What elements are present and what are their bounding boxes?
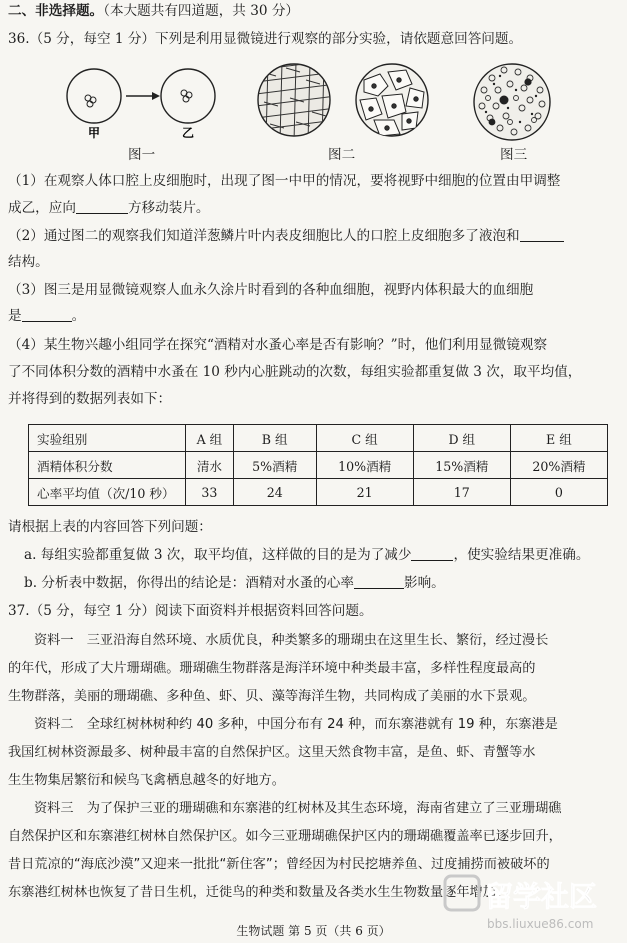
- q36-p1b-pre: 成乙，应向: [8, 200, 76, 216]
- q36-p3b-pre: 是: [8, 308, 22, 324]
- q37-r1b: 的年代，形成了大片珊瑚礁。珊瑚礁生物群落是海洋环境中种类最丰富，多样性程度最高的: [8, 661, 536, 676]
- q36-header: 36.（5 分，每空 1 分）下列是利用显微镜进行观察的部分实验，请依题意回答问题。: [8, 31, 523, 47]
- q36-qb: [24, 574, 619, 592]
- q37-r3a: 资料三 为了保护三亚的珊瑚礁和东寨港的红树林及其生态环境，海南省建立了三亚珊瑚礁: [34, 801, 562, 816]
- fig3-blood-field: [474, 64, 550, 140]
- q37-r1c: 生物群落，美丽的珊瑚礁、多种鱼、虾、贝、藻等海洋生物，共同构成了美丽的水下景观。: [8, 689, 536, 704]
- page-footer: 生物试题 第 5 页（共 6 页）: [236, 924, 391, 938]
- q37-r3c: 昔日荒凉的“海底沙漠”又迎来一批批“新住客”；曾经因为村民挖塘养鱼、过度捕捞而被破坏的: [8, 857, 550, 872]
- table-header-cell: D 组: [413, 425, 510, 452]
- fig1-field-b: [161, 69, 215, 123]
- table-header-cell: B 组: [233, 425, 316, 452]
- table-cell: 33: [186, 479, 234, 506]
- fig1-label-a: 甲: [88, 126, 101, 140]
- q37-r2c: 生生物集居繁衍和候鸟飞禽栖息越冬的好地方。: [8, 773, 285, 788]
- table-cell: 21: [316, 479, 413, 506]
- data-table: [28, 424, 608, 506]
- table-header-cell: C 组: [316, 425, 413, 452]
- q37-r3b: 自然保护区和东寨港红树林自然保护区。如今三亚珊瑚礁保护区内的珊瑚礁覆盖率已逐步回升，: [8, 829, 562, 844]
- table-cell: 24: [233, 479, 316, 506]
- answer-blank-2[interactable]: [520, 227, 564, 242]
- q37-r2b: 我国红树林资源最多、树种最丰富的自然保护区。这里天然食物丰富，是鱼、虾、青蟹等水: [8, 745, 536, 760]
- watermark-brand: 留学社区: [485, 880, 598, 913]
- q36-p4b: 了不同体积分数的酒精中水蚤在 10 秒内心脏跳动的次数，每组实验都重复做 3 次，取平均值，: [8, 364, 582, 380]
- q36-p2a-text: （2）通过图二的观察我们知道洋葱鳞片叶内表皮细胞比人的口腔上皮细胞多了液泡和: [8, 228, 520, 244]
- table-cell: 15%酒精: [413, 452, 510, 479]
- q36-qb-post: 影响。: [404, 575, 445, 591]
- q36-p1b-post: 方移动装片。: [127, 200, 210, 216]
- q36-p2a: [8, 227, 619, 245]
- q36-qa: [24, 546, 619, 564]
- q36-p4a: （4）某生物兴趣小组同学在探究“酒精对水蚤心率是否有影响？”时，他们利用显微镜观察: [8, 337, 548, 353]
- table-cell: 心率平均值（次/10 秒）: [29, 479, 186, 506]
- fig2-caption: 图二: [328, 147, 356, 163]
- table-cell: 酒精体积分数: [29, 452, 186, 479]
- table-header-cell: E 组: [510, 425, 607, 452]
- q36-after-table: 请根据上表的内容回答下列问题：: [8, 519, 212, 535]
- table-row: [29, 452, 608, 479]
- table-cell: 清水: [186, 452, 234, 479]
- fig1-cells-a: [85, 95, 96, 107]
- q36-p3b-post: 。: [71, 308, 86, 324]
- q36-p2b: 结构。: [8, 254, 49, 270]
- fig1-label-b: 乙: [182, 126, 195, 140]
- q36-p1b: [8, 199, 619, 217]
- q37-r3d: 东寨港红树林也恢复了昔日生机，迁徙鸟的种类和数量及各类水生生物数量逐年增加。: [8, 885, 510, 900]
- fig1-arrowhead: [152, 92, 160, 100]
- fig1-cells-b: [181, 90, 192, 102]
- figure-2: [256, 62, 436, 142]
- table-cell: 17: [413, 479, 510, 506]
- q37-r2a: 资料二 全球红树林树种约 40 多种，中国分布有 24 种，而东寨港就有 19 种，东寨港是: [34, 717, 558, 732]
- answer-blank-3[interactable]: [22, 307, 72, 322]
- q37-r1a: 资料一 三亚沿海自然环境、水质优良，种类繁多的珊瑚虫在这里生长、繁衍，经过漫长: [34, 633, 549, 648]
- table-row: [29, 479, 608, 506]
- table-cell: 10%酒精: [316, 452, 413, 479]
- q36-qa-pre: a. 每组实验都重复做 3 次，取平均值，这样做的目的是为了减少: [24, 547, 412, 563]
- answer-blank-4[interactable]: [411, 546, 453, 561]
- table-header-row: [29, 425, 608, 452]
- watermark-icon: [445, 876, 479, 910]
- table-header-cell: A 组: [186, 425, 234, 452]
- figure-1: [66, 60, 226, 140]
- table-cell: 0: [510, 479, 607, 506]
- q37-header: 37.（5 分，每空 1 分）阅读下面资料并根据资料回答问题。: [8, 603, 373, 619]
- table-cell: 20%酒精: [510, 452, 607, 479]
- q36-qb-pre: b. 分析表中数据，你得出的结论是：酒精对水蚤的心率: [24, 575, 354, 591]
- q36-qa-post: ，使实验结果更准确。: [453, 547, 590, 563]
- q36-p4c: 并将得到的数据列表如下：: [8, 391, 172, 407]
- section-note: （本大题共有四道题，共 30 分）: [103, 3, 300, 19]
- q36-p1a: （1）在观察人体口腔上皮细胞时，出现了图一中甲的情况，要将视野中细胞的位置由甲调整: [8, 173, 561, 189]
- answer-blank-5[interactable]: [354, 574, 404, 589]
- figure-3: [470, 60, 554, 144]
- fig1-caption: 图一: [128, 147, 156, 163]
- fig3-caption: 图三: [500, 147, 528, 163]
- table-cell: 5%酒精: [233, 452, 316, 479]
- answer-blank-1[interactable]: [76, 199, 128, 214]
- table-header-cell: 实验组别: [29, 425, 186, 452]
- fig1-field-a: [67, 69, 121, 123]
- section-header: [8, 2, 619, 20]
- watermark-url: bbs.liuxue86.com: [487, 917, 594, 931]
- section-title: 二、非选择题。: [8, 3, 104, 19]
- q36-p3a: （3）图三是用显微镜观察人血永久涂片时看到的各种血细胞，视野内体积最大的血细胞: [8, 282, 534, 298]
- q36-p3b: [8, 307, 619, 325]
